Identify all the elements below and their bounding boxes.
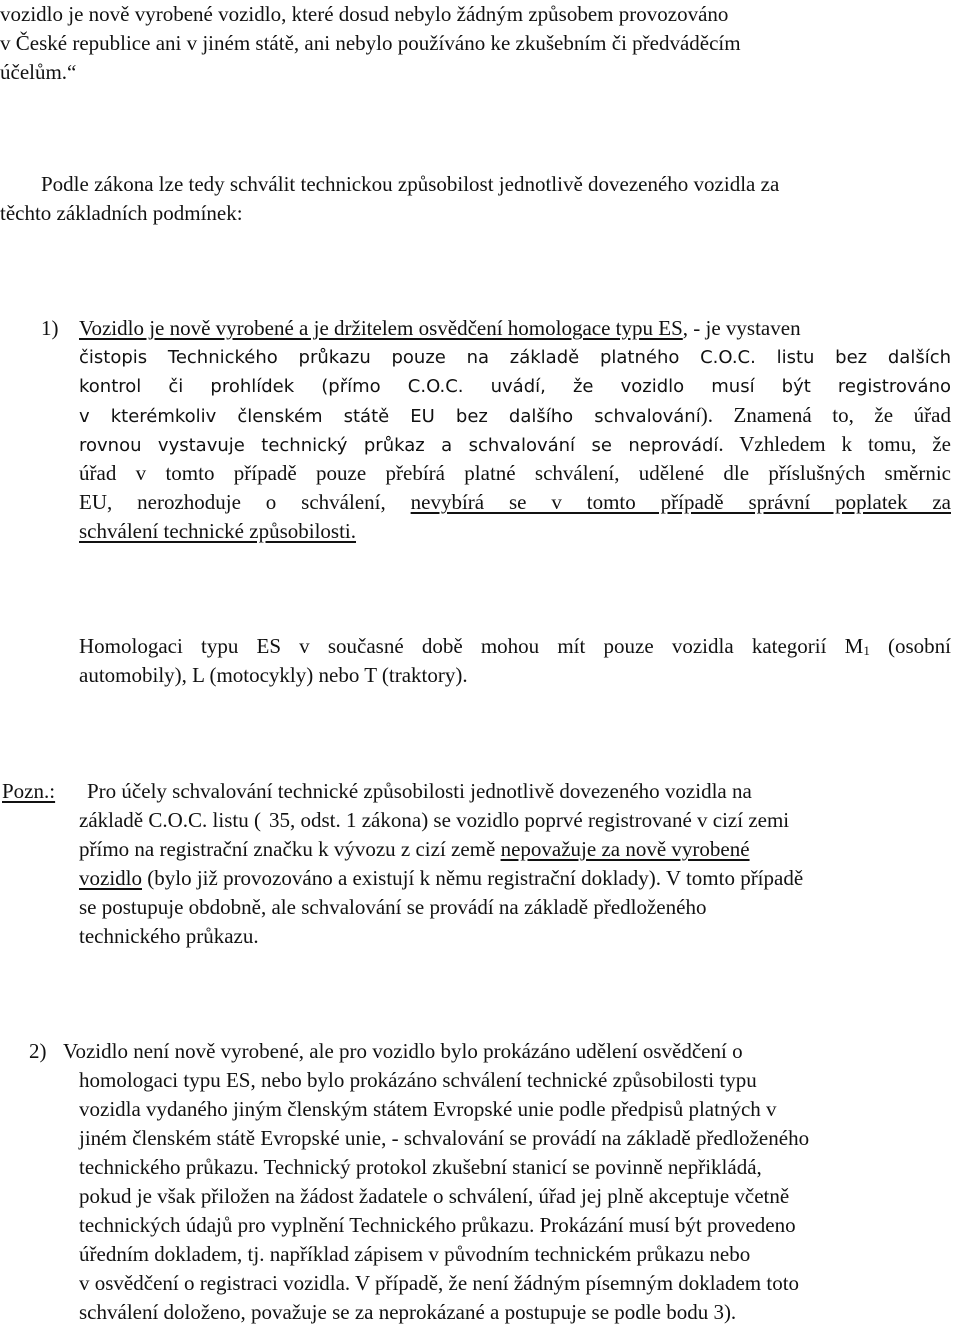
note-line-3: přímo na registrační značku k vývozu z cizí země nepovažuje za nově vyrobené — [79, 837, 750, 861]
note-line-5: se postupuje obdobně, ale schvalování se provádí na základě předloženého — [79, 895, 707, 919]
item1-underlined-fee: nevybírá se v tomto případě správní poplatek za — [410, 490, 951, 514]
homologation-line-2: automobily), L (motocykly) nebo T (traktory). — [79, 663, 468, 687]
list-item-1 — [79, 314, 951, 546]
note-line-6: technického průkazu. — [79, 924, 259, 948]
lead-line-2: těchto základních podmínek: — [0, 201, 243, 225]
note-underlined-vehicle: vozidlo — [79, 866, 142, 890]
homologation-paragraph — [79, 632, 951, 690]
category-subscript: 1 — [863, 643, 870, 658]
note-underlined-not-new: nepovažuje za nově vyrobené — [500, 837, 750, 861]
item1-underlined-title: Vozidlo je nově vyrobené a je držitelem osvědčení homologace typu ES — [79, 316, 683, 340]
list-item-2-number: 2) — [29, 1039, 47, 1063]
note-paragraph — [79, 777, 951, 951]
item2-line-8: úředním dokladem, tj. například zápisem v původním technickém průkazu nebo — [79, 1242, 751, 1266]
intro-line-1: vozidlo je nově vyrobené vozidlo, které dosud nebylo žádným způsobem provozováno — [0, 2, 729, 26]
item1-line-7: EU, nerozhoduje o schválení, nevybírá se v tomto případě správní poplatek za — [79, 490, 951, 514]
list-item-1-number: 1) — [41, 316, 59, 340]
note-label: Pozn.: — [2, 779, 56, 803]
item1-line-5: rovnou vystavuje technický průkaz a schvalování se neprovádí. Vzhledem k tomu, že — [79, 432, 951, 456]
item1-line-6: úřad v tomto případě pouze přebírá platné schválení, udělené dle příslušných směrnic — [79, 461, 951, 485]
lead-paragraph — [0, 170, 948, 228]
item1-line-3: kontrol či prohlídek (přímo C.O.C. uvádí, že vozidlo musí být registrováno — [79, 376, 951, 397]
note-line-1: Pro účely schvalování technické způsobilosti jednotlivě dovezeného vozidla na — [87, 779, 752, 803]
intro-line-3: účelům.“ — [0, 60, 77, 84]
note-line-2: základě C.O.C. listu ( 35, odst. 1 zákona) se vozidlo poprvé registrované v cizí zemi — [79, 808, 790, 832]
item2-line-7: technických údajů pro vyplnění Technického průkazu. Prokázání musí být provedeno — [79, 1213, 796, 1237]
item1-line-2: čistopis Technického průkazu pouze na základě platného C.O.C. listu bez dalších — [79, 347, 951, 368]
item1-line-4: v kterémkoliv členském státě EU bez dalšího schvalování). Znamená to, že úřad — [79, 403, 951, 427]
item2-line-9: v osvědčení o registraci vozidla. V případě, že není žádným písemným dokladem toto — [79, 1271, 800, 1295]
item2-line-3: vozidla vydaného jiným členským státem Evropské unie podle předpisů platných v — [79, 1097, 777, 1121]
item2-line-5: technického průkazu. Technický protokol zkušební stanicí se povinně nepřikládá, — [79, 1155, 762, 1179]
item2-line-6: pokud je však přiložen na žádost žadatele o schválení, úřad jej plně akceptuje včetně — [79, 1184, 790, 1208]
item2-line-2: homologaci typu ES, nebo bylo prokázáno schválení technické způsobilosti typu — [79, 1068, 757, 1092]
intro-paragraph — [0, 0, 846, 87]
item2-line-4: jiném členském státě Evropské unie, - schvalování se provádí na základě předloženého — [79, 1126, 810, 1150]
lead-line-1: Podle zákona lze tedy schválit technickou způsobilost jednotlivě dovezeného vozidla za — [41, 172, 780, 196]
homologation-line-1: Homologaci typu ES v současné době mohou mít pouze vozidla kategorií $M_1$ (osobní — [79, 634, 952, 658]
item2-line-10: schválení doloženo, považuje se za neprokázané a postupuje se podle bodu 3). — [79, 1300, 737, 1324]
item1-underlined-approval: schválení technické způsobilosti. — [79, 519, 357, 543]
note-line-4: vozidlo (bylo již provozováno a existují k němu registrační doklady). V tomto případě — [79, 866, 804, 890]
item1-line-8 — [79, 517, 951, 546]
item2-line-1: Vozidlo není nově vyrobené, ale pro vozidlo bylo prokázáno udělení osvědčení o — [63, 1039, 743, 1063]
intro-line-2: v České republice ani v jiném státě, ani nebylo používáno ke zkušebním či předváděcím — [0, 31, 741, 55]
item1-line-1: Vozidlo je nově vyrobené a je držitelem osvědčení homologace typu ES, - je vystaven — [79, 316, 801, 340]
list-item-2 — [63, 1037, 951, 1327]
